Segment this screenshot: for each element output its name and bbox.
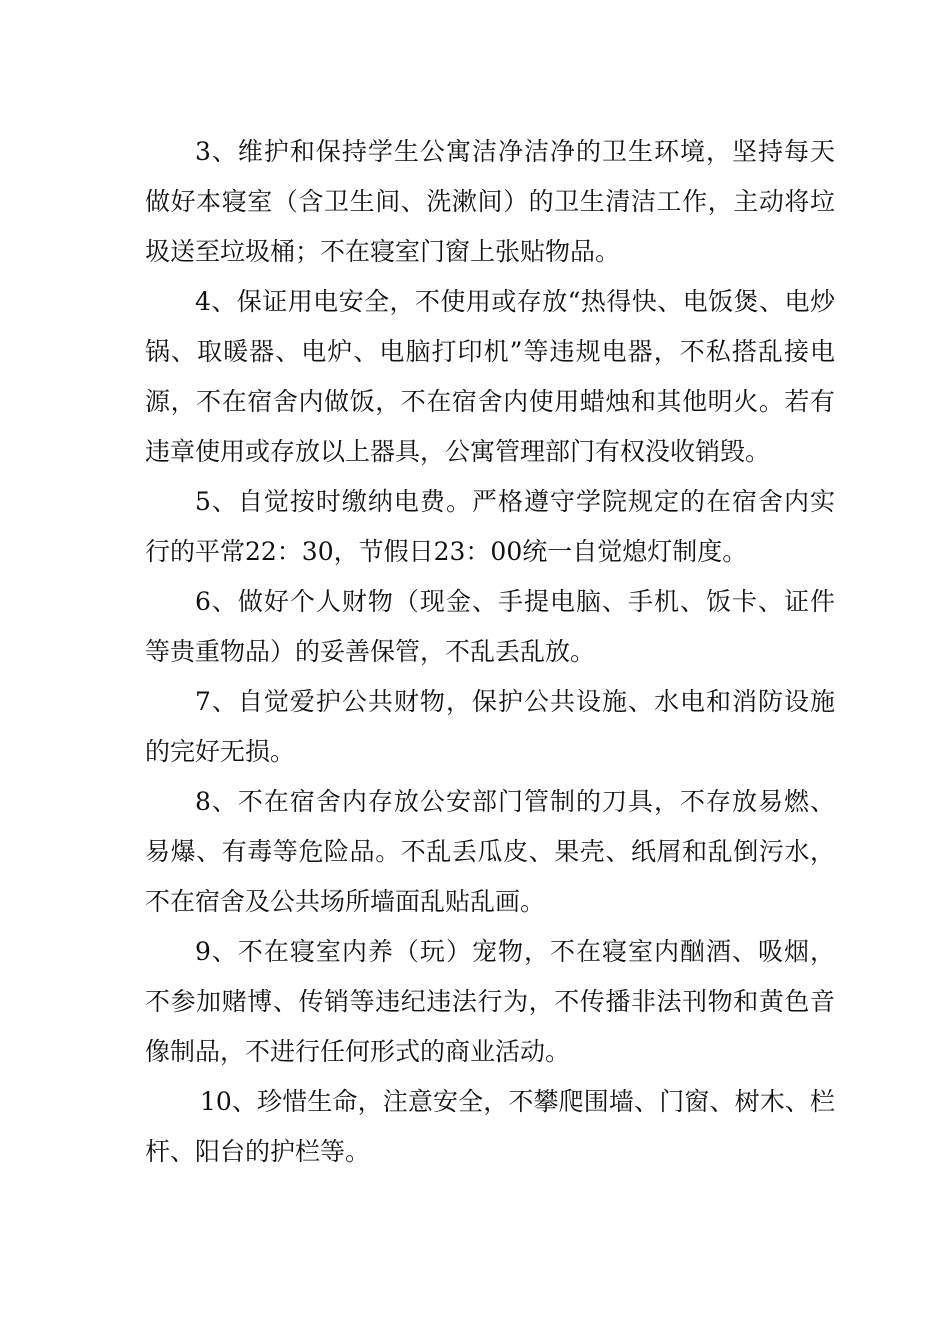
rule-paragraph-8: 8、不在宿舍内存放公安部门管制的刀具，不存放易燃、易爆、有毒等危险品。不乱丢瓜皮、果壳、纸屑和乱倒污水，不在宿舍及公共场所墙面乱贴乱画。 xyxy=(145,787,835,916)
rule-paragraph-4: 4、保证用电安全，不使用或存放“热得快、电饭煲、电炒锅、取暖器、电炉、电脑打印机”等违规电器，不私搭乱接电源，不在宿舍内做饭，不在宿舍内使用蜡烛和其他明火。若有违章使用或存放以上器具，公寓管理部门有权没收销毁。 xyxy=(145,287,835,466)
rule-paragraph-10: 10、珍惜生命，注意安全，不攀爬围墙、门窗、树木、栏杆、阳台的护栏等。 xyxy=(145,1087,835,1166)
rule-paragraph-9: 9、不在寝室内养（玩）宠物，不在寝室内酗酒、吸烟，不参加赌博、传销等违纪违法行为，不传播非法刊物和黄色音像制品，不进行任何形式的商业活动。 xyxy=(145,937,835,1066)
rule-paragraph-3: 3、维护和保持学生公寓洁净洁净的卫生环境，坚持每天做好本寝室（含卫生间、洗漱间）的卫生清洁工作，主动将垃圾送至垃圾桶；不在寝室门窗上张贴物品。 xyxy=(145,137,835,266)
rule-paragraph-6: 6、做好个人财物（现金、手提电脑、手机、饭卡、证件等贵重物品）的妥善保管，不乱丢乱放。 xyxy=(145,587,835,666)
rule-paragraph-7: 7、自觉爱护公共财物，保护公共设施、水电和消防设施的完好无损。 xyxy=(145,687,835,766)
document-body xyxy=(145,127,835,1177)
rule-paragraph-5: 5、自觉按时缴纳电费。严格遵守学院规定的在宿舍内实行的平常22：30，节假日23：00统一自觉熄灯制度。 xyxy=(145,487,835,566)
